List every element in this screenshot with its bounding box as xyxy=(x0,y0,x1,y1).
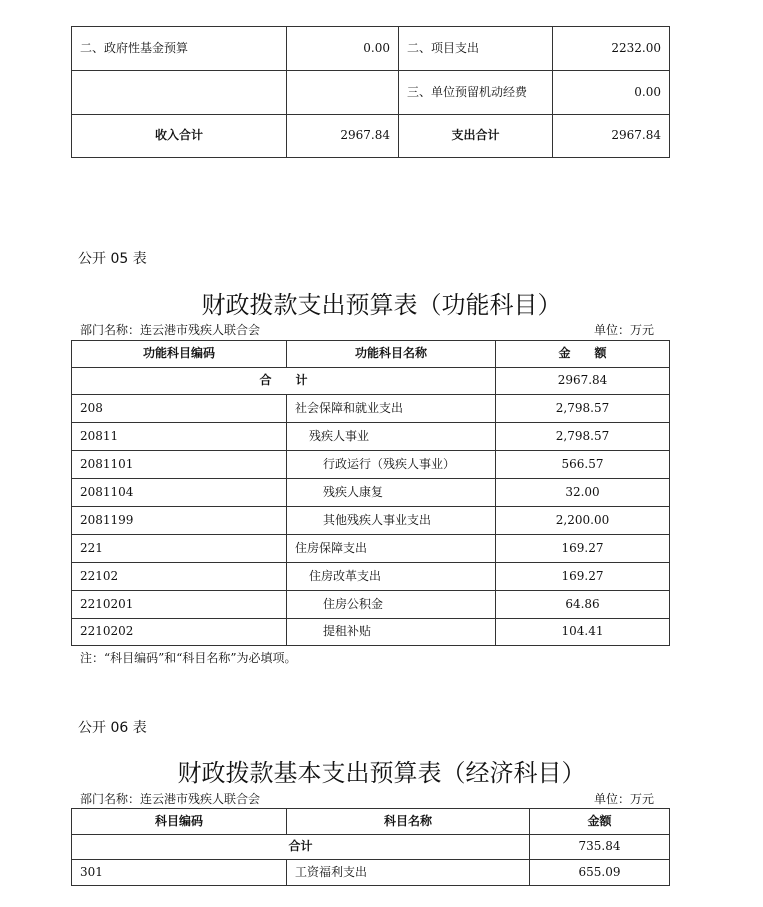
row-amount: 64.86 xyxy=(496,591,670,619)
header-name: 功能科目名称 xyxy=(287,341,496,368)
function-budget-table xyxy=(71,340,670,646)
table05-unit: 单位：万元 xyxy=(594,323,655,337)
header-row xyxy=(72,809,670,835)
row-amount: 104.41 xyxy=(496,619,670,646)
row-name: 社会保障和就业支出 xyxy=(287,395,496,423)
row-amount: 655.09 xyxy=(530,860,670,886)
table-row xyxy=(72,860,670,886)
table-row xyxy=(72,591,670,619)
row-name: 住房保障支出 xyxy=(287,535,496,563)
expense-amount: 0.00 xyxy=(553,71,670,115)
row-amount: 32.00 xyxy=(496,479,670,507)
table06-department: 部门名称：连云港市残疾人联合会 xyxy=(80,792,261,806)
row-name: 住房改革支出 xyxy=(287,563,496,591)
row-code: 208 xyxy=(72,395,287,423)
row-code: 2210202 xyxy=(72,619,287,646)
table-row xyxy=(72,27,670,71)
row-name: 残疾人事业 xyxy=(287,423,496,451)
expense-amount: 2232.00 xyxy=(553,27,670,71)
row-amount: 169.27 xyxy=(496,563,670,591)
row-code: 22102 xyxy=(72,563,287,591)
total-row xyxy=(72,368,670,395)
total-row xyxy=(72,835,670,860)
row-name: 其他残疾人事业支出 xyxy=(287,507,496,535)
expense-item: 三、单位预留机动经费 xyxy=(399,71,553,115)
row-code: 2081104 xyxy=(72,479,287,507)
row-name: 工资福利支出 xyxy=(287,860,530,886)
table06-code-label: 公开 06 表 xyxy=(78,720,147,736)
row-code: 301 xyxy=(72,860,287,886)
row-amount: 2,200.00 xyxy=(496,507,670,535)
income-amount: 0.00 xyxy=(287,27,399,71)
income-total-amount: 2967.84 xyxy=(287,115,399,158)
total-label: 合计 xyxy=(72,835,530,860)
header-row xyxy=(72,341,670,368)
row-code: 2081101 xyxy=(72,451,287,479)
row-name: 提租补贴 xyxy=(287,619,496,646)
row-code: 221 xyxy=(72,535,287,563)
budget-summary-table xyxy=(71,26,670,158)
table-row xyxy=(72,71,670,115)
table06-title: 财政拨款基本支出预算表（经济科目） xyxy=(177,759,586,787)
income-amount xyxy=(287,71,399,115)
row-code: 20811 xyxy=(72,423,287,451)
economic-budget-table xyxy=(71,808,670,886)
table05-title: 财政拨款支出预算表（功能科目） xyxy=(201,291,562,319)
header-code: 功能科目编码 xyxy=(72,341,287,368)
row-amount: 169.27 xyxy=(496,535,670,563)
total-amount: 735.84 xyxy=(530,835,670,860)
row-amount: 2,798.57 xyxy=(496,395,670,423)
table05-note: 注：“科目编码”和“科目名称”为必填项。 xyxy=(80,651,297,665)
expense-total-label: 支出合计 xyxy=(399,115,553,158)
header-code: 科目编码 xyxy=(72,809,287,835)
header-name: 科目名称 xyxy=(287,809,530,835)
table-row xyxy=(72,479,670,507)
row-amount: 566.57 xyxy=(496,451,670,479)
table-row xyxy=(72,507,670,535)
expense-total-amount: 2967.84 xyxy=(553,115,670,158)
row-name: 残疾人康复 xyxy=(287,479,496,507)
table-row xyxy=(72,395,670,423)
table06-unit: 单位：万元 xyxy=(594,792,655,806)
row-name: 住房公积金 xyxy=(287,591,496,619)
header-amount: 金额 xyxy=(530,809,670,835)
table05-department: 部门名称：连云港市残疾人联合会 xyxy=(80,323,261,337)
total-row xyxy=(72,115,670,158)
row-code: 2081199 xyxy=(72,507,287,535)
table-row xyxy=(72,451,670,479)
table-row xyxy=(72,535,670,563)
row-amount: 2,798.57 xyxy=(496,423,670,451)
expense-item: 二、项目支出 xyxy=(399,27,553,71)
table-row xyxy=(72,619,670,646)
header-amount: 金 额 xyxy=(496,341,670,368)
row-code: 2210201 xyxy=(72,591,287,619)
total-amount: 2967.84 xyxy=(496,368,670,395)
income-total-label: 收入合计 xyxy=(72,115,287,158)
total-label: 合 计 xyxy=(72,368,496,395)
row-name: 行政运行（残疾人事业） xyxy=(287,451,496,479)
table-row xyxy=(72,563,670,591)
table05-code-label: 公开 05 表 xyxy=(78,251,147,267)
table-row xyxy=(72,423,670,451)
income-item xyxy=(72,71,287,115)
income-item: 二、政府性基金预算 xyxy=(72,27,287,71)
